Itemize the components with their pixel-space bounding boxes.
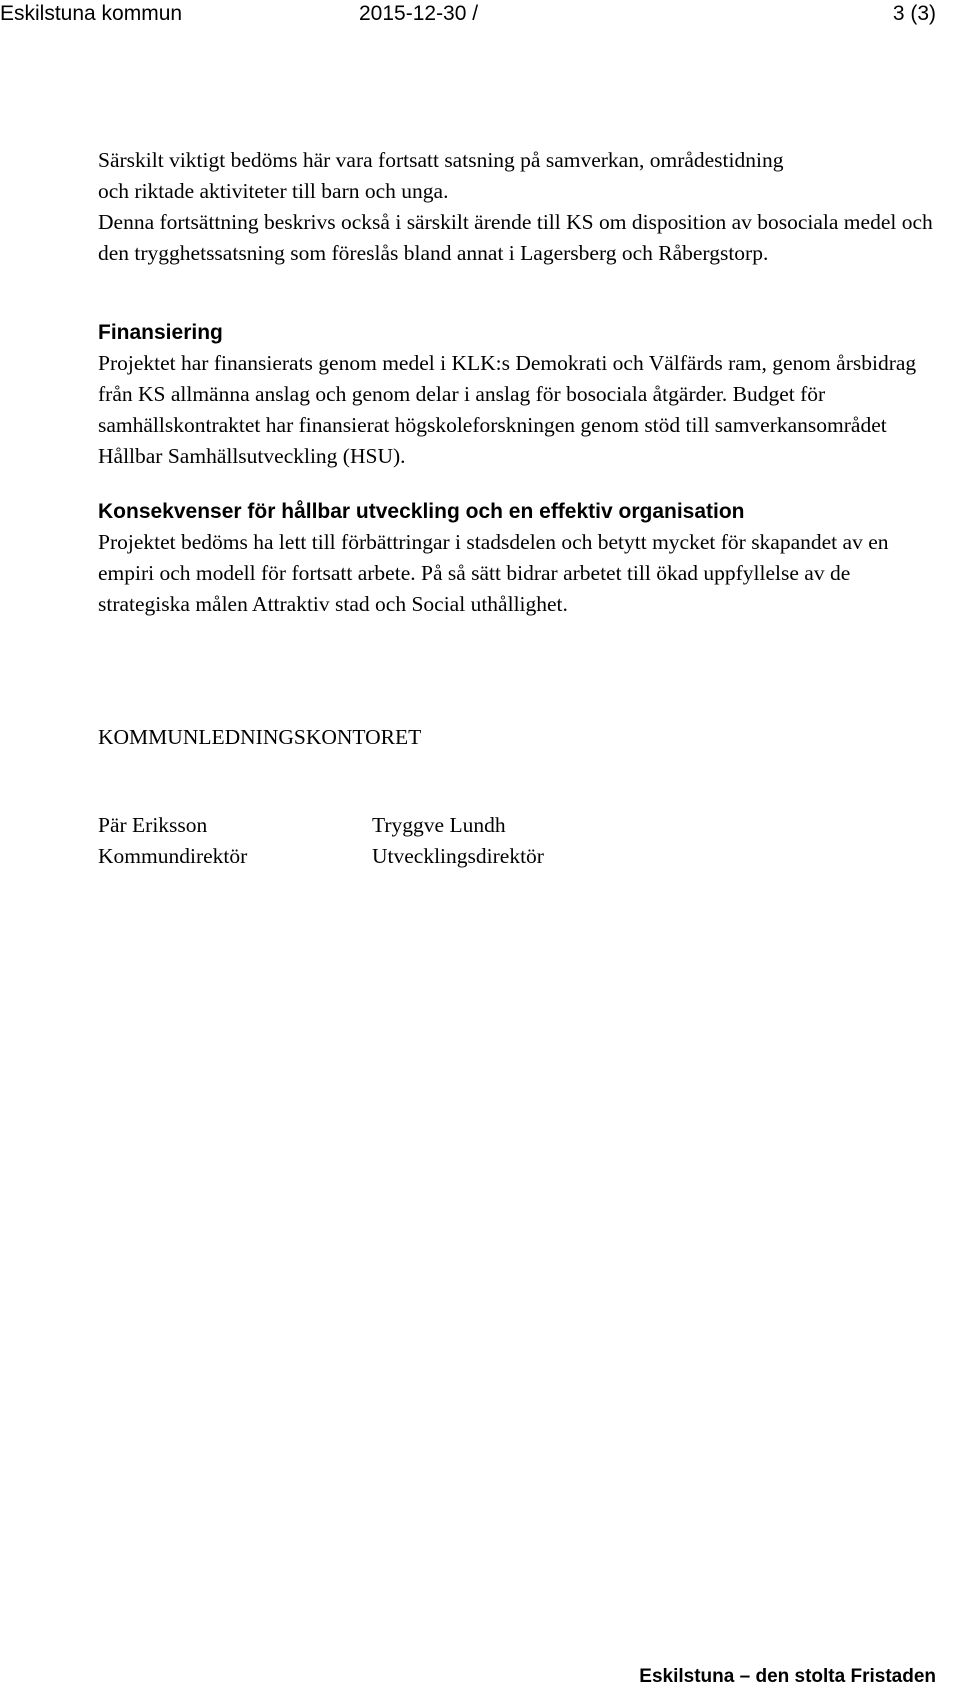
- consequences-heading: Konsekvenser för hållbar utveckling och en effektiv organisation: [98, 500, 745, 523]
- page-header: [0, 0, 960, 30]
- consequences-text: Projektet bedöms ha lett till förbättringar i stadsdelen och betytt mycket för skapandet av en empiri och modell för fortsatt arbete. På så sätt bidrar arbetet till ökad uppfyllelse av de strategiska målen Attraktiv stad och Social uthållighet.: [98, 530, 889, 616]
- office-name: KOMMUNLEDNINGSKONTORET: [98, 725, 422, 749]
- signatory-title: Kommundirektör: [98, 844, 248, 868]
- signatory-left: [98, 810, 247, 872]
- header-organization: Eskilstuna kommun: [0, 2, 183, 25]
- intro-paragraph-2: Denna fortsättning beskrivs också i särskilt ärende till KS om disposition av bosociala medel och den trygghetssatsning som föreslås bland annat i Lagersberg och Råbergstorp.: [98, 210, 933, 265]
- financing-text: Projektet har finansierats genom medel i KLK:s Demokrati och Välfärds ram, genom årsbidrag från KS allmänna anslag och genom delar i anslag för bosociala åtgärder. Budget för samhällskontraktet har finansierat högskoleforskningen genom stöd till samverkansområdet Hållbar Samhällsutveckling (HSU).: [98, 351, 917, 468]
- footer-slogan: Eskilstuna – den stolta Fristaden: [639, 1666, 936, 1687]
- header-page-number: 3 (3): [892, 2, 936, 25]
- intro-section: [98, 145, 938, 269]
- signatory-name: Pär Eriksson: [98, 813, 208, 837]
- intro-line-2: och riktade aktiviteter till barn och unga.: [98, 179, 449, 203]
- header-date: 2015-12-30 /: [359, 2, 479, 25]
- signatory-name: Tryggve Lundh: [372, 813, 506, 837]
- intro-line-1: Särskilt viktigt bedöms här vara fortsatt satsning på samverkan, områdestidning: [98, 148, 784, 172]
- signatory-right: [372, 810, 544, 872]
- financing-heading: Finansiering: [98, 321, 223, 344]
- financing-section: [98, 317, 938, 472]
- consequences-section: [98, 496, 938, 620]
- signatory-title: Utvecklingsdirektör: [372, 844, 544, 868]
